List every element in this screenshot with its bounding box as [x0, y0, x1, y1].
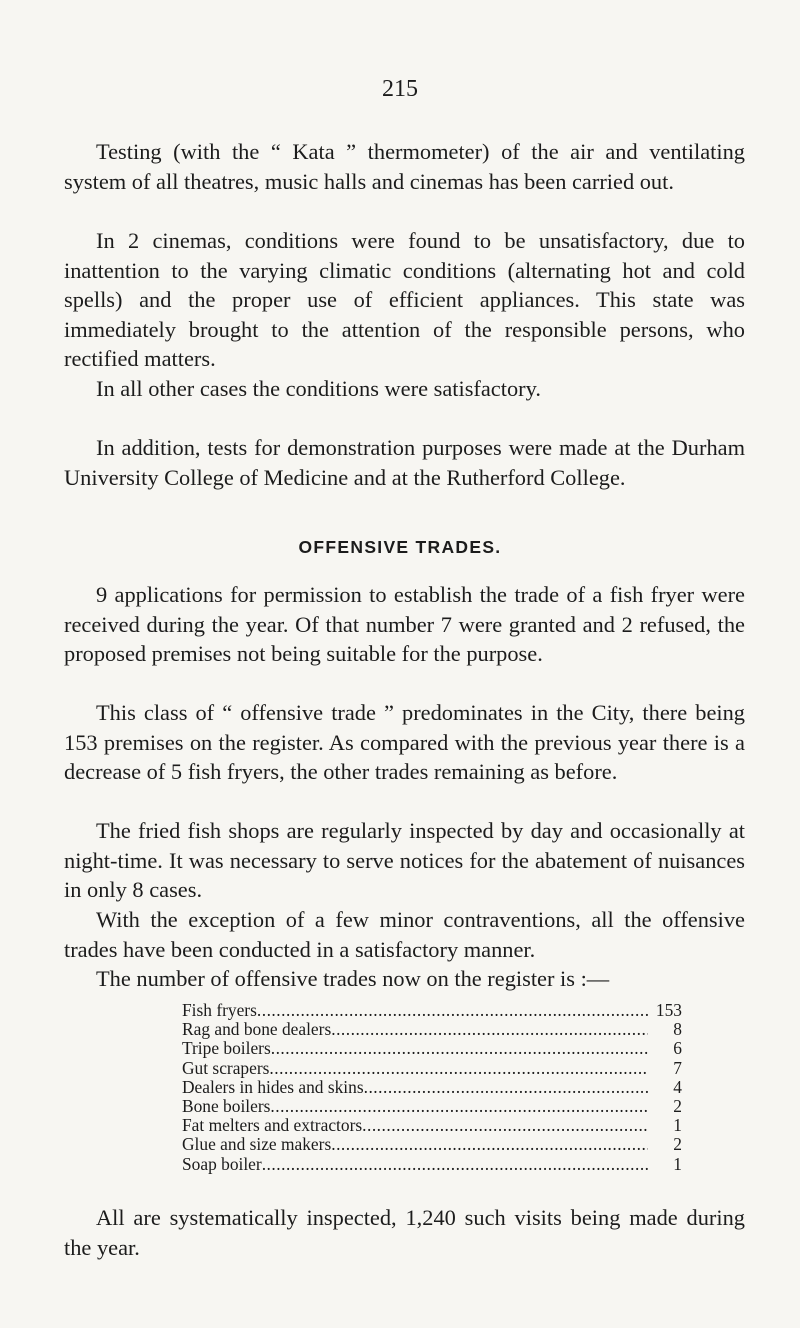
offensive-trades-list [182, 1001, 682, 1174]
trade-name: Fish fryers [182, 1000, 257, 1020]
paragraph-fish-fryer-applications: 9 applications for permission to establish the trade of a fish fryer were received during the year. Of that number 7 were granted and 2 refused, the proposed premises not being suitable for the purpose. [64, 582, 745, 666]
list-item [182, 1078, 682, 1097]
trade-count: 4 [673, 1076, 682, 1097]
dot-leader [270, 1097, 648, 1116]
trade-count: 1 [673, 1153, 682, 1174]
dot-leader [271, 1039, 648, 1058]
dot-leader [362, 1116, 648, 1135]
trade-name: Soap boiler [182, 1153, 262, 1174]
paragraph-fried-fish-inspections: The fried fish shops are regularly inspected by day and occasionally at night-time. It was necessary to serve notices for the abatement of nuisances in only 8 cases. [64, 818, 745, 902]
dot-leader [257, 1001, 648, 1020]
dot-leader [331, 1020, 648, 1039]
list-item [182, 1039, 682, 1058]
trade-count: 2 [673, 1096, 682, 1117]
list-item [182, 1020, 682, 1039]
trade-name: Gut scrapers [182, 1057, 270, 1078]
trade-count: 7 [673, 1057, 682, 1078]
trade-name: Bone boilers [182, 1096, 271, 1117]
trade-name: Fat melters and extractors [182, 1115, 363, 1136]
paragraph-other-cases: In all other cases the conditions were satisfactory. [96, 376, 541, 401]
dot-leader [331, 1135, 648, 1154]
section-heading: OFFENSIVE TRADES. [298, 537, 502, 557]
trade-name: Dealers in hides and skins [182, 1076, 364, 1097]
trade-count: 2 [673, 1134, 682, 1155]
list-item [182, 1135, 682, 1154]
trade-count: 153 [655, 1000, 682, 1020]
dot-leader [269, 1059, 648, 1078]
trade-name: Glue and size makers [182, 1134, 332, 1155]
trade-count: 1 [673, 1115, 682, 1136]
trade-name: Tripe boilers [182, 1038, 271, 1059]
paragraph-kata-testing: Testing (with the “ Kata ” thermometer) of the air and ventilating system of all theatres, music halls and cinemas has been carried out. [64, 139, 745, 194]
list-item [182, 1001, 682, 1020]
list-item [182, 1155, 682, 1174]
trade-name: Rag and bone dealers [182, 1019, 332, 1040]
dot-leader [364, 1078, 648, 1097]
paragraph-demonstration-tests: In addition, tests for demonstration purposes were made at the Durham University College of Medicine and at the Rutherford College. [64, 435, 745, 490]
paragraph-inspection-visits: All are systematically inspected, 1,240 such visits being made during the year. [64, 1205, 745, 1260]
dot-leader [262, 1155, 648, 1174]
list-item [182, 1059, 682, 1078]
trade-count: 8 [673, 1019, 682, 1040]
paragraph-cinemas-unsatisfactory: In 2 cinemas, conditions were found to be unsatisfactory, due to inattention to the varying climatic conditions (alternating hot and cold spells) and the proper use of efficient appliances. This state was immediately brought to the attention of the responsible persons, who rectified matters. [64, 228, 745, 371]
paragraph-register-intro: The number of offensive trades now on the register is :— [96, 966, 610, 991]
list-item [182, 1097, 682, 1116]
list-item [182, 1116, 682, 1135]
paragraph-offensive-trade-class: This class of “ offensive trade ” predominates in the City, there being 153 premises on the register. As compared with the previous year there is a decrease of 5 fish fryers, the other trades remaining as before. [64, 700, 745, 784]
page-number: 215 [382, 76, 418, 102]
paragraph-minor-contraventions: With the exception of a few minor contraventions, all the offensive trades have been conducted in a satisfactory manner. [64, 907, 745, 962]
trade-count: 6 [673, 1038, 682, 1059]
